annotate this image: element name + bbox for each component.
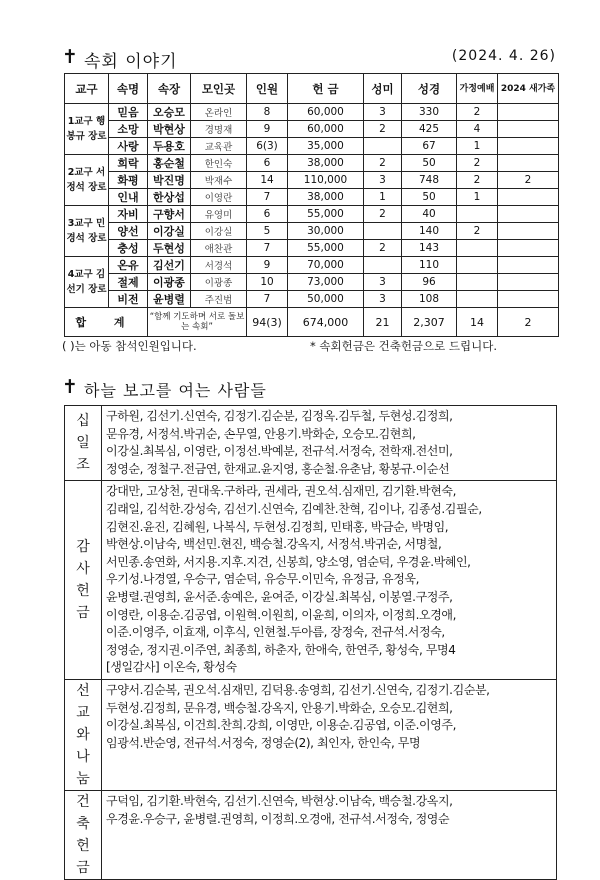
section2-header [62, 376, 542, 400]
name-cell: 소망 [109, 121, 148, 138]
cross-icon: ✝ [62, 46, 78, 68]
bible-cell: 140 [402, 223, 457, 240]
newfam-cell: 2 [498, 172, 559, 189]
section2-title: 하늘 보고를 여는 사람들 [84, 381, 267, 400]
place-cell: 온라인 [191, 104, 247, 121]
donor-row [65, 790, 557, 879]
name-cell: 믿음 [109, 104, 148, 121]
donor-line: 임광석.반순영, 전규석.서정숙, 정영순(2), 최인자, 한인숙, 무명 [106, 735, 421, 750]
place-cell: 이광종 [191, 274, 247, 291]
donor-line: 이준.이영주, 이효재, 이후식, 인현철.두아름, 장정숙, 전규석.서정숙, [106, 625, 445, 640]
offering-cell: 38,000 [288, 189, 364, 206]
name-cell: 화평 [109, 172, 148, 189]
place-cell: 애찬관 [191, 240, 247, 257]
name-cell: 사랑 [109, 138, 148, 155]
worship-cell: 2 [457, 223, 498, 240]
place-cell: 경명재 [191, 121, 247, 138]
bible-cell: 425 [402, 121, 457, 138]
offering-cell: 60,000 [288, 104, 364, 121]
col-header: 속명 [109, 74, 148, 104]
people-cell: 5 [247, 223, 288, 240]
worship-cell: 2 [457, 104, 498, 121]
donor-line: 이강실.최복심, 이건희.찬희.강희, 이영만, 이용순.김공엽, 이준.이영주, [106, 718, 456, 733]
total-worship: 14 [457, 308, 498, 337]
table-row [65, 291, 559, 308]
bible-cell: 67 [402, 138, 457, 155]
people-cell: 6 [247, 155, 288, 172]
rice-cell [364, 138, 402, 155]
donor-line: 이영란, 이용순.김공엽, 이원혁.이원희, 이윤희, 이의자, 이정희.오경애, [106, 607, 456, 622]
worship-cell: 4 [457, 121, 498, 138]
leader-cell: 오승모 [148, 104, 191, 121]
donor-line: 윤병렬.권영희, 윤서준.송예은, 윤여준, 이강실.최복심, 이봉열.구정주, [106, 589, 453, 604]
leader-cell: 홍순철 [148, 155, 191, 172]
col-header: 가정예배 [457, 74, 498, 104]
leader-cell: 한상섭 [148, 189, 191, 206]
table-row [65, 104, 559, 121]
category-label: 선 교 와 나 눔 [65, 679, 102, 790]
total-offering: 674,000 [288, 308, 364, 337]
newfam-cell [498, 257, 559, 274]
total-label: 합 계 [65, 308, 148, 337]
table-row [65, 189, 559, 206]
donor-line: 우기성.나경열, 우승구, 염순덕, 유승무.이민숙, 유정금, 유정욱, [106, 572, 419, 587]
donor-names [102, 481, 557, 680]
people-cell: 10 [247, 274, 288, 291]
donor-line: 두현성.김정희, 문유경, 백승철.강옥지, 안용기.박화순, 오승모.김현희, [106, 700, 453, 715]
offering-cell: 38,000 [288, 155, 364, 172]
place-cell: 교육관 [191, 138, 247, 155]
donor-line: 구양서.김순복, 권오석.심재민, 김덕용.송영희, 김선기.신연숙, 김정기.김순분, [106, 682, 490, 697]
offering-note: * 속회헌금은 건축헌금으로 드립니다. [310, 339, 498, 353]
col-header: 헌 금 [288, 74, 364, 104]
donor-row [65, 679, 557, 790]
donor-line: 정영순, 정지권.이주연, 최종희, 하춘자, 한애숙, 한연주, 황성숙, 무명4 [106, 642, 456, 657]
rice-cell [364, 257, 402, 274]
leader-cell: 박진명 [148, 172, 191, 189]
offering-cell: 70,000 [288, 257, 364, 274]
newfam-cell [498, 189, 559, 206]
donor-table [64, 405, 557, 880]
total-people: 94(3) [247, 308, 288, 337]
table-row [65, 274, 559, 291]
newfam-cell [498, 206, 559, 223]
people-cell: 9 [247, 257, 288, 274]
offering-cell: 73,000 [288, 274, 364, 291]
place-cell: 박재수 [191, 172, 247, 189]
rice-cell: 3 [364, 104, 402, 121]
worship-cell: 1 [457, 138, 498, 155]
col-header: 성미 [364, 74, 402, 104]
col-header: 인원 [247, 74, 288, 104]
offering-cell: 55,000 [288, 206, 364, 223]
category-label: 십 일 조 [65, 406, 102, 481]
donor-line: [생일감사] 이온숙, 황성숙 [106, 660, 237, 675]
leader-cell: 이강실 [148, 223, 191, 240]
name-cell: 인내 [109, 189, 148, 206]
cross-icon: ✝ [62, 376, 78, 398]
people-cell: 14 [247, 172, 288, 189]
bible-cell: 110 [402, 257, 457, 274]
offering-cell: 55,000 [288, 240, 364, 257]
worship-cell: 2 [457, 172, 498, 189]
total-row [65, 308, 559, 337]
offering-cell: 60,000 [288, 121, 364, 138]
table-row [65, 138, 559, 155]
place-cell: 이강실 [191, 223, 247, 240]
rice-cell: 2 [364, 155, 402, 172]
people-cell: 8 [247, 104, 288, 121]
worship-cell [457, 274, 498, 291]
table-body [65, 104, 559, 308]
leader-cell: 이광종 [148, 274, 191, 291]
people-cell: 7 [247, 189, 288, 206]
worship-cell [457, 257, 498, 274]
donor-line: 강대만, 고상천, 권대욱.구하라, 권세라, 권오석.심재민, 김기환.박현숙, [106, 484, 456, 499]
people-cell: 7 [247, 291, 288, 308]
donor-line: 구하원, 김선기.신연숙, 김정기.김순분, 김정옥.김두철, 두현성.김정희, [106, 409, 453, 423]
donor-line: 이강실.최복심, 이영란, 이정선.박예분, 전규석.서정숙, 전학재.전선미, [106, 444, 453, 459]
newfam-cell [498, 240, 559, 257]
leader-cell: 구향서 [148, 206, 191, 223]
bible-cell: 40 [402, 206, 457, 223]
donor-names [102, 790, 557, 879]
newfam-cell [498, 291, 559, 308]
donor-row [65, 406, 557, 481]
name-cell: 비전 [109, 291, 148, 308]
offering-cell: 35,000 [288, 138, 364, 155]
donor-line: 김현진.윤진, 김혜원, 나복식, 두현성.김정희, 민태홍, 박금순, 박명임, [106, 519, 449, 534]
table-row [65, 155, 559, 172]
name-cell: 양선 [109, 223, 148, 240]
category-label: 건 축 헌 금 [65, 790, 102, 879]
name-cell: 절제 [109, 274, 148, 291]
worship-cell [457, 240, 498, 257]
people-cell: 6(3) [247, 138, 288, 155]
col-header: 속장 [148, 74, 191, 104]
total-bible: 2,307 [402, 308, 457, 337]
total-newfam: 2 [498, 308, 559, 337]
place-cell: 주진범 [191, 291, 247, 308]
donor-line: 서민종.송연화, 서지용.지후.지견, 신봉희, 양소영, 염순덕, 우경윤.박혜인, [106, 554, 471, 569]
col-header: 모인곳 [191, 74, 247, 104]
people-cell: 6 [247, 206, 288, 223]
total-motto: “함께 기도하며 서로 돌보는 속회” [148, 308, 247, 337]
offering-cell: 110,000 [288, 172, 364, 189]
name-cell: 온유 [109, 257, 148, 274]
page-title: 속회 이야기 [84, 52, 178, 72]
place-cell: 이영란 [191, 189, 247, 206]
worship-cell: 1 [457, 189, 498, 206]
donor-line: 문유경, 서정석.박귀순, 손무열, 안용기.박화순, 오승모.김현희, [106, 426, 416, 441]
leader-cell: 박현상 [148, 121, 191, 138]
district-cell: 2교구 서정석 장로 [65, 155, 109, 206]
rice-cell: 2 [364, 240, 402, 257]
rice-cell: 1 [364, 189, 402, 206]
date-label: (2024. 4. 26) [451, 48, 556, 64]
place-cell: 한인숙 [191, 155, 247, 172]
donor-names [102, 679, 557, 790]
table-row [65, 206, 559, 223]
section-header [62, 46, 562, 70]
leader-cell: 윤병렬 [148, 291, 191, 308]
bible-cell: 50 [402, 189, 457, 206]
worship-cell [457, 291, 498, 308]
worship-cell: 2 [457, 155, 498, 172]
col-header: 성경 [402, 74, 457, 104]
donor-line: 정영순, 정철구.전금연, 한재교.윤지영, 홍순철.유춘남, 황봉규.이순선 [106, 461, 450, 476]
table-header-row [65, 74, 559, 104]
district-cell: 1교구 행봉규 장로 [65, 104, 109, 155]
rice-cell: 2 [364, 121, 402, 138]
col-header: 교구 [65, 74, 109, 104]
newfam-cell [498, 155, 559, 172]
bible-cell: 143 [402, 240, 457, 257]
table-row [65, 172, 559, 189]
offering-cell: 50,000 [288, 291, 364, 308]
bible-cell: 96 [402, 274, 457, 291]
rice-cell: 3 [364, 291, 402, 308]
rice-cell: 3 [364, 274, 402, 291]
newfam-cell [498, 138, 559, 155]
name-cell: 희락 [109, 155, 148, 172]
donor-line: 김래일, 김석한.강성숙, 김선기.신연숙, 김예찬.찬혁, 김이나, 김종성.김필순, [106, 501, 482, 516]
table-row [65, 223, 559, 240]
rice-cell: 3 [364, 172, 402, 189]
place-cell: 유영미 [191, 206, 247, 223]
category-label: 감 사 헌 금 [65, 481, 102, 680]
donor-line: 박현상.이남숙, 백선민.현진, 백승철.강옥지, 서정석.박귀순, 서명철, [106, 537, 442, 552]
meeting-report-table [64, 73, 559, 337]
table-row [65, 240, 559, 257]
newfam-cell [498, 223, 559, 240]
district-cell: 3교구 민경석 장로 [65, 206, 109, 257]
col-header: 2024 새가족 [498, 74, 559, 104]
total-rice: 21 [364, 308, 402, 337]
newfam-cell [498, 274, 559, 291]
bible-cell: 748 [402, 172, 457, 189]
donor-line: 우경윤.우승구, 윤병렬.권영희, 이정희.오경애, 전규석.서정숙, 정영순 [106, 811, 450, 826]
leader-cell: 두용호 [148, 138, 191, 155]
donor-names [102, 406, 557, 481]
newfam-cell [498, 121, 559, 138]
table-row [65, 121, 559, 138]
donor-line: 구덕임, 김기환.박현숙, 김선기.신연숙, 박현상.이남숙, 백승철.강옥지, [106, 793, 453, 808]
donor-table-body [65, 406, 557, 880]
bible-cell: 330 [402, 104, 457, 121]
people-cell: 7 [247, 240, 288, 257]
child-note: ( )는 아동 참석인원입니다. [62, 339, 197, 353]
rice-cell [364, 223, 402, 240]
district-cell: 4교구 김선기 장로 [65, 257, 109, 308]
leader-cell: 두현성 [148, 240, 191, 257]
name-cell: 자비 [109, 206, 148, 223]
table-row [65, 257, 559, 274]
place-cell: 서경석 [191, 257, 247, 274]
name-cell: 충성 [109, 240, 148, 257]
offering-cell: 30,000 [288, 223, 364, 240]
bible-cell: 50 [402, 155, 457, 172]
bible-cell: 108 [402, 291, 457, 308]
worship-cell [457, 206, 498, 223]
leader-cell: 김선기 [148, 257, 191, 274]
rice-cell: 2 [364, 206, 402, 223]
people-cell: 9 [247, 121, 288, 138]
donor-row [65, 481, 557, 680]
newfam-cell [498, 104, 559, 121]
